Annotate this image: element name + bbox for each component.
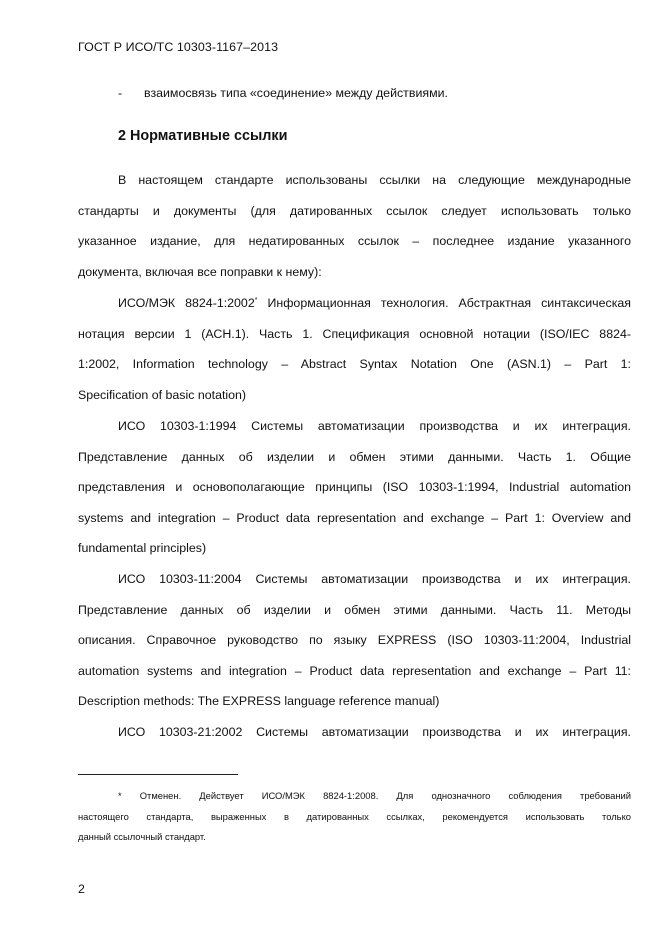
text-line: Представление данных об изделии и обмен этими данными. Часть 11. Методы xyxy=(78,602,631,617)
reference-iso-10303-21 xyxy=(78,717,631,748)
text-line: стандарты и документы (для датированных ссылок следует использовать только xyxy=(78,203,631,218)
intro-paragraph xyxy=(78,165,631,287)
text-line: 1:2002, Information technology – Abstract Syntax Notation One (ASN.1) – Part 1: xyxy=(78,357,631,372)
section-heading: 2 Нормативные ссылки xyxy=(118,128,288,144)
text-line: Представление данных об изделии и обмен этими данными. Часть 1. Общие xyxy=(78,449,631,464)
text-line: ИСО 10303-1:1994 Системы автоматизации производства и их интеграция. xyxy=(118,419,631,433)
reference-iso-iec-8824-1 xyxy=(78,288,631,410)
reference-code: ИСО/МЭК 8824-1:2002 xyxy=(118,296,255,310)
reference-iso-10303-11 xyxy=(78,564,631,717)
text-line: fundamental principles) xyxy=(78,541,207,556)
document-header: ГОСТ Р ИСО/ТС 10303-1167–2013 xyxy=(78,40,279,54)
footnote-separator xyxy=(78,774,238,775)
bullet-dash: - xyxy=(118,86,123,100)
text-line: документа, включая все поправки к нему): xyxy=(78,264,322,279)
reference-title: Информационная технология. Абстрактная синтаксическая xyxy=(257,296,632,310)
footnote-mark: * xyxy=(254,297,258,304)
footnote xyxy=(78,786,631,848)
text-line: ИСО 10303-11:2004 Системы автоматизации производства и их интеграция. xyxy=(118,572,631,586)
footnote-line: данный ссылочный стандарт. xyxy=(78,831,206,842)
text-line: Specification of basic notation) xyxy=(78,387,247,402)
text-line: нотация версии 1 (АСН.1). Часть 1. Спецификация основной нотации (ISO/IEC 8824- xyxy=(78,326,631,341)
text-line: В настоящем стандарте использованы ссылки на следующие международные xyxy=(118,173,631,187)
footnote-line: * Отменен. Действует ИСО/МЭК 8824-1:2008. Для однозначного соблюдения требований xyxy=(118,790,631,801)
list-item-text: взаимосвязь типа «соединение» между действиями. xyxy=(144,86,448,100)
list-item xyxy=(118,86,448,100)
text-line: представления и основополагающие принципы (ISO 10303-1:1994, Industrial automation xyxy=(78,480,631,495)
page-number: 2 xyxy=(78,882,85,896)
text-line xyxy=(78,288,631,319)
text-line: ИСО 10303-21:2002 Системы автоматизации производства и их интеграция. xyxy=(118,725,631,739)
text-line: systems and integration – Product data representation and exchange – Part 1: Overview and xyxy=(78,510,631,525)
text-line: automation systems and integration – Product data representation and exchange – Part 11: xyxy=(78,663,631,678)
text-line: описания. Справочное руководство по языку EXPRESS (ISO 10303-11:2004, Industrial xyxy=(78,633,631,648)
reference-iso-10303-1 xyxy=(78,411,631,564)
footnote-line: настоящего стандарта, выраженных в датированных ссылках, рекомендуется использовать только xyxy=(78,810,631,822)
text-line: Description methods: The EXPRESS language reference manual) xyxy=(78,694,440,709)
text-line: указанное издание, для недатированных ссылок – последнее издание указанного xyxy=(78,234,631,249)
